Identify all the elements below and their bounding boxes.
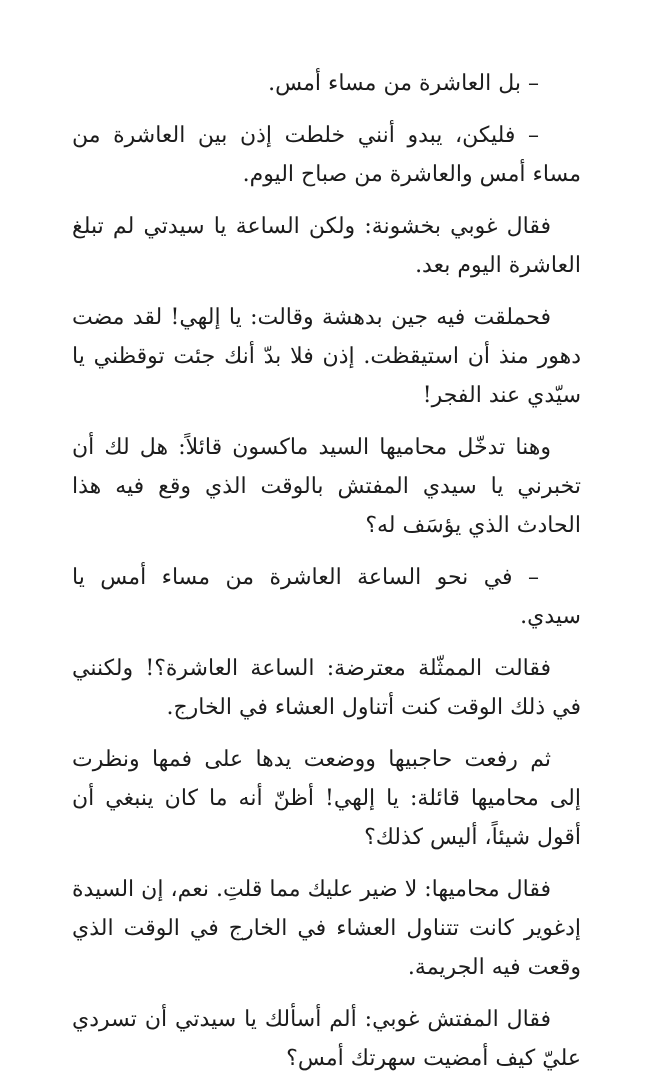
paragraph-10: فقال المفتش غوبي: ألم أسألك يا سيدتي أن تسردي عليّ كيف أمضيت سهرتك أمس؟: [72, 1007, 581, 1071]
paragraph-5: وهنا تدخّل محاميها السيد ماكسون قائلاً: هل لك أن تخبرني يا سيدي المفتش بالوقت الذي وقع فيه هذا الحادث الذي يؤسَف له؟: [72, 435, 581, 538]
paragraph-3: فقال غوبي بخشونة: ولكن الساعة يا سيدتي لم تبلغ العاشرة اليوم بعد.: [72, 214, 581, 278]
paragraph-9: فقال محاميها: لا ضير عليك مما قلتِ. نعم، إن السيدة إدغوير كانت تتناول العشاء في الخارج في الوقت الذي وقعت فيه الجريمة.: [72, 877, 581, 980]
paragraph-7: فقالت الممثّلة معترضة: الساعة العاشرة؟! ولكنني في ذلك الوقت كنت أتناول العشاء في الخارج.: [72, 656, 581, 720]
dialogue-line-1: – بل العاشرة من مساء أمس.: [268, 71, 539, 96]
paragraph-8: ثم رفعت حاجبيها ووضعت يدها على فمها ونظرت إلى محاميها قائلة: يا إلهي! أظنّ أنه ما كان ينبغي أن أقول شيئاً، أليس كذلك؟: [72, 747, 581, 850]
dialogue-line-6: – في نحو الساعة العاشرة من مساء أمس يا سيدي.: [72, 565, 581, 629]
paragraph-4: فحملقت فيه جين بدهشة وقالت: يا إلهي! لقد مضت دهور منذ أن استيقظت. إذن فلا بدّ أنك جئت توقظني يا سيّدي عند الفجر!: [72, 305, 581, 408]
dialogue-line-2: – فليكن، يبدو أنني خلطت إذن بين العاشرة من مساء أمس والعاشرة من صباح اليوم.: [72, 123, 581, 187]
